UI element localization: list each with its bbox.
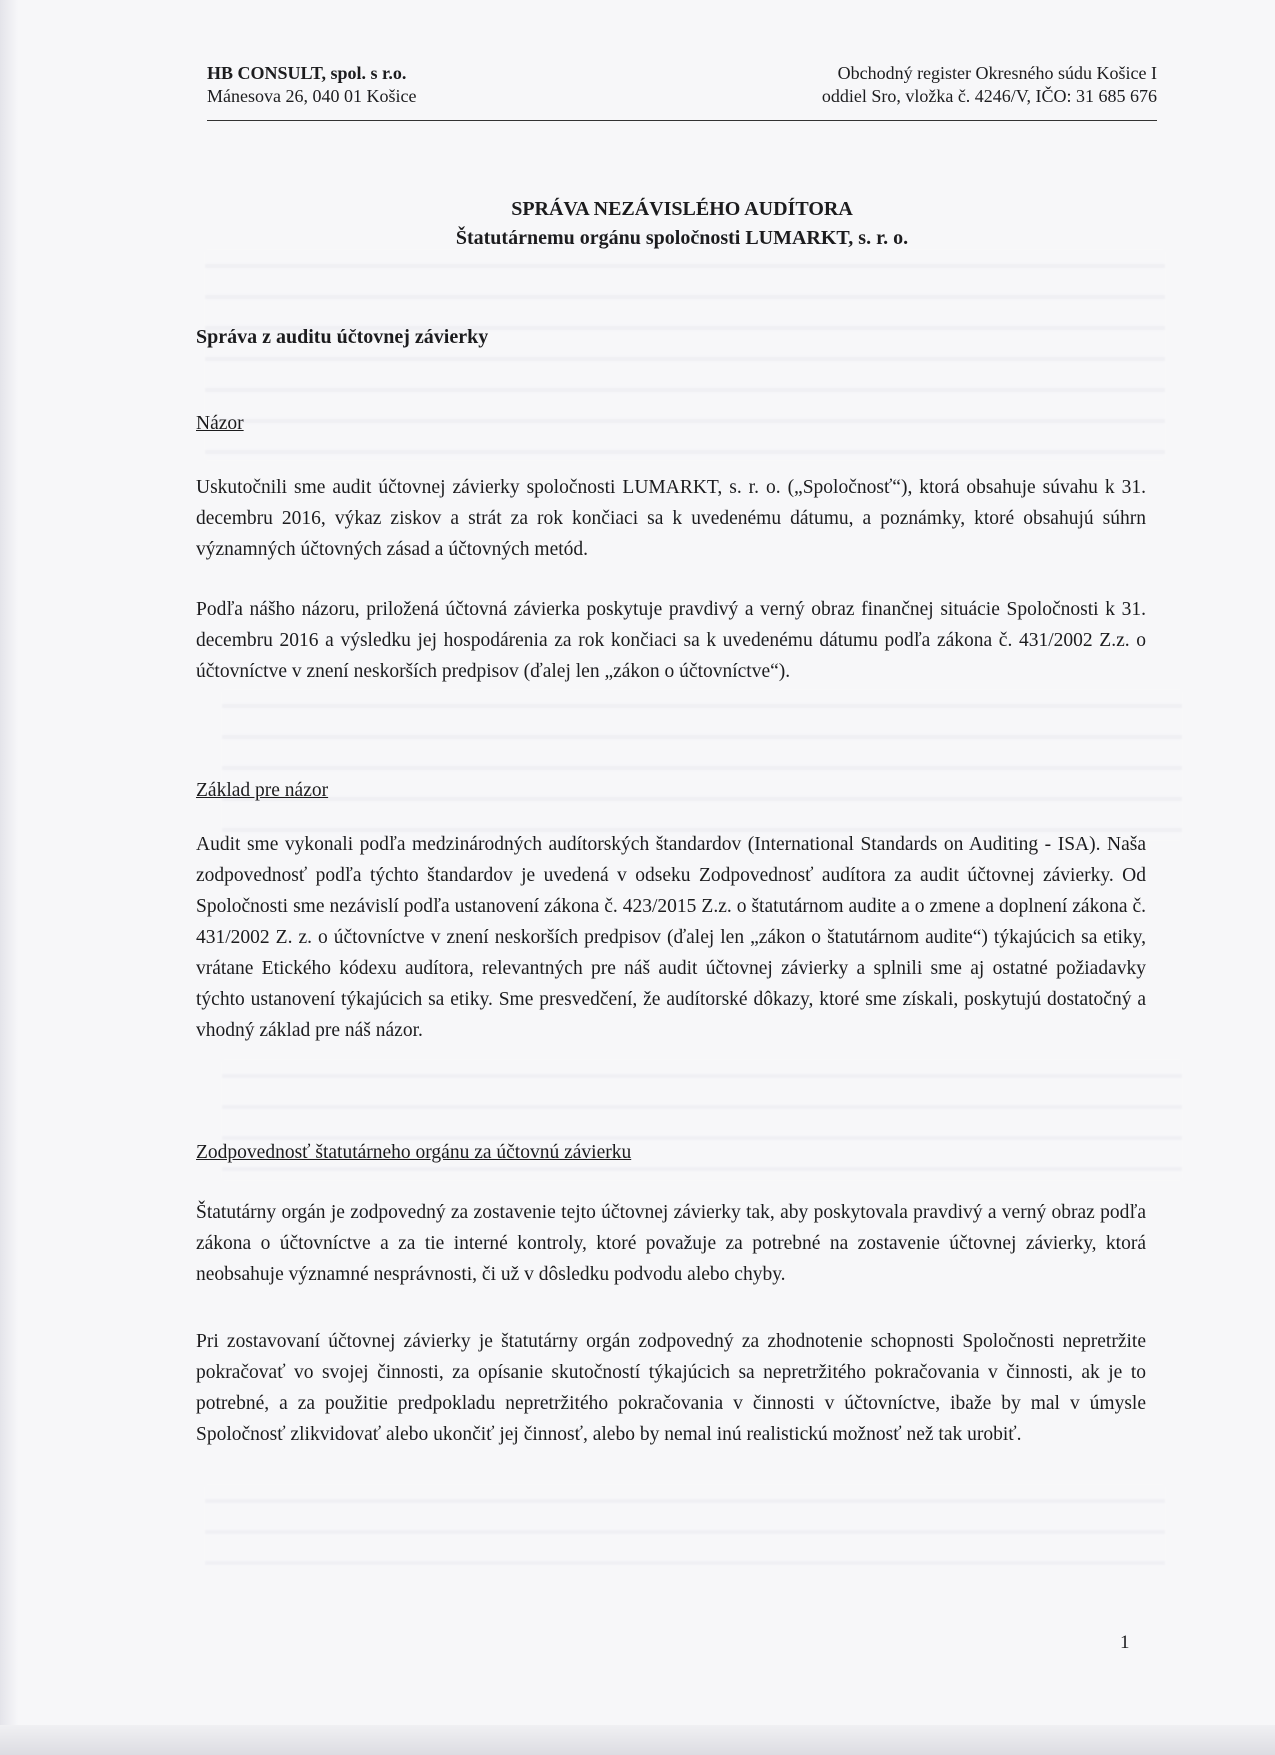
- opinion-paragraph-2: Podľa nášho názoru, priložená účtovná závierka poskytuje pravdivý a verný obraz finančnej situácie Spoločnosti k 31. decembru 2016 a výsledku jej hospodárenia za rok končiaci sa k uvedenému dátumu podľa zákona č. 431/2002 Z.z. o účtovníctve v znení neskorších predpisov (ďalej len „zákon o účtovníctve“).: [196, 599, 1146, 682]
- page-number: 1: [1120, 1632, 1130, 1653]
- scan-edge-bottom: [0, 1725, 1275, 1755]
- register-line-1: Obchodný register Okresného súdu Košice I: [837, 63, 1157, 83]
- show-through-block-2: [222, 690, 1182, 840]
- responsibility-paragraph-1: Štatutárny orgán je zodpovedný za zostavenie tejto účtovnej závierky tak, aby poskytovala pravdivý a verný obraz podľa zákona o účtovníctve a za tie interné kontroly, ktoré považuje za potrebné na zostavenie účtovnej závierky, ktorá neobsahuje významné nesprávnosti, či už v dôsledku podvodu alebo chyby.: [196, 1202, 1146, 1285]
- scan-edge-left: [0, 0, 18, 1755]
- company-address: Mánesova 26, 040 01 Košice: [207, 86, 417, 106]
- show-through-block-1: [205, 250, 1165, 460]
- basis-paragraph: Audit sme vykonali podľa medzinárodných audítorských štandardov (International Standards on Auditing - ISA). Naša zodpovednosť podľa týchto štandardov je uvedená v odseku Zodpovednosť audítora za audit účtovnej závierky. Od Spoločnosti sme nezávislí podľa ustanovení zákona č. 423/2015 Z.z. o štatutárnom audite a o zmene a doplnení zákona č. 431/2002 Z. z. o účtovníctve v znení neskorších predpisov (ďalej len „zákon o štatutárnom audite“) týkajúcich sa etiky, vrátane Etického kódexu audítora, relevantných pre náš audit účtovnej závierky a splnili sme aj ostatné požiadavky týchto ustanovení týkajúcich sa etiky. Sme presvedčení, že audítorské dôkazy, ktoré sme získali, poskytujú dostatočný a vhodný základ pre náš názor.: [196, 834, 1146, 1041]
- section-heading-report: Správa z auditu účtovnej závierky: [196, 326, 489, 348]
- responsibility-paragraph-2: Pri zostavovaní účtovnej závierky je štatutárny orgán zodpovedný za zhodnotenie schopnosti Spoločnosti nepretržite pokračovať vo svojej činnosti, za opísanie skutočností týkajúcich sa nepretržitého pokračovania v činnosti, ak je to potrebné, a za použitie predpokladu nepretržitého pokračovania v činnosti v účtovníctve, ibaže by mal v úmysle Spoločnosť zlikvidovať alebo ukončiť jej činnosť, alebo by nemal inú realistickú možnosť než tak urobiť.: [196, 1331, 1146, 1445]
- register-block: [822, 62, 1157, 108]
- report-title-block: [207, 195, 1157, 253]
- section-heading-basis: Základ pre názor: [196, 780, 329, 801]
- section-heading-responsibility: Zodpovednosť štatutárneho orgánu za účtovnú závierku: [196, 1142, 632, 1163]
- show-through-block-4: [205, 1485, 1165, 1565]
- report-addressee: Štatutárnemu orgánu spoločnosti LUMARKT, s. r. o.: [455, 227, 909, 249]
- company-name: HB CONSULT, spol. s r.o.: [207, 63, 407, 83]
- company-block: [207, 62, 416, 108]
- section-heading-opinion: Názor: [196, 413, 244, 434]
- register-line-2: oddiel Sro, vložka č. 4246/V, IČO: 31 685 676: [821, 86, 1157, 106]
- opinion-paragraph-1: Uskutočnili sme audit účtovnej závierky spoločnosti LUMARKT, s. r. o. („Spoločnosť“), ktorá obsahuje súvahu k 31. decembru 2016, výkaz ziskov a strát za rok končiaci sa k uvedenému dátumu, a poznámky, ktoré obsahujú súhrn významných účtovných zásad a účtovných metód.: [196, 477, 1146, 560]
- report-title: SPRÁVA NEZÁVISLÉHO AUDÍTORA: [511, 198, 853, 220]
- header-divider: [207, 120, 1157, 121]
